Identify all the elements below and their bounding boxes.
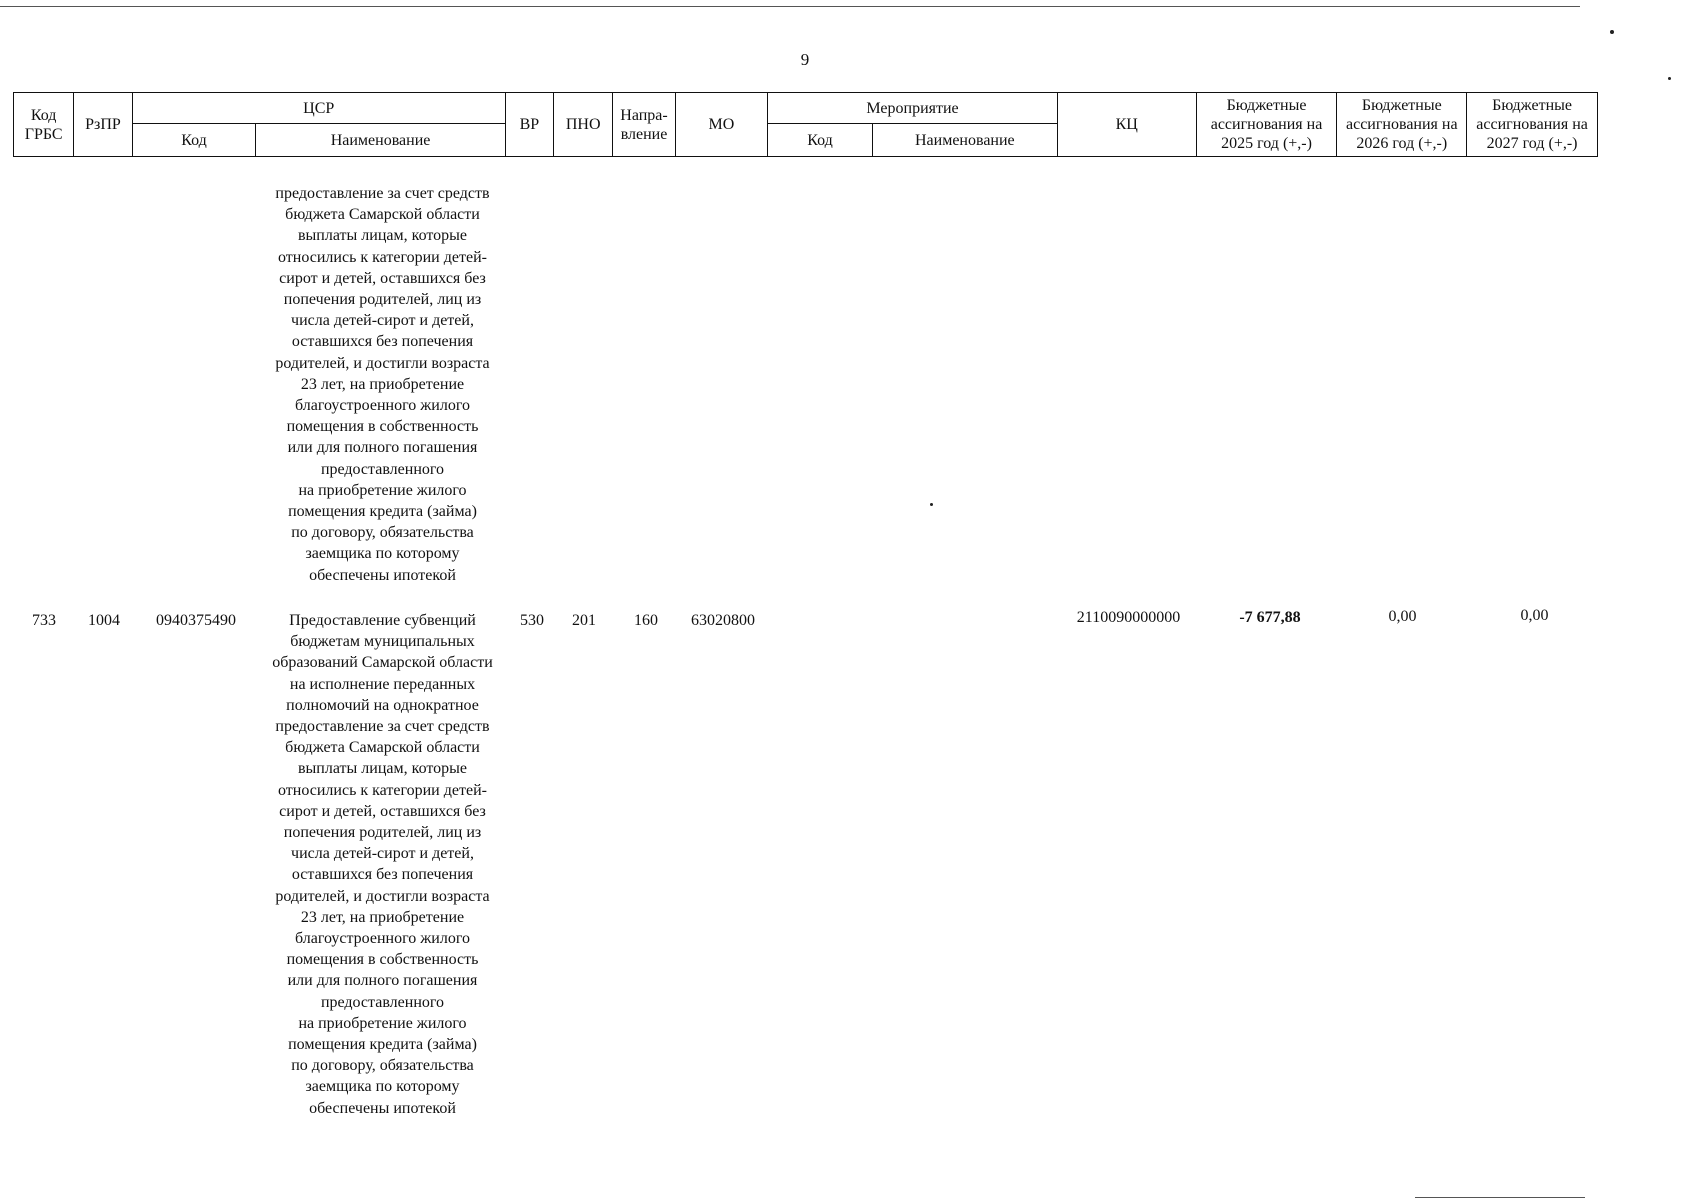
budget-table-header	[13, 92, 1598, 157]
row-direction: 160	[634, 612, 658, 629]
bottom-rule	[1415, 1197, 1585, 1198]
name-line: относились к категории детей-	[278, 248, 487, 266]
row-vr: 530	[520, 612, 544, 629]
header-budget-2026: Бюджетные ассигнования на 2026 год (+,-)	[1337, 93, 1467, 157]
name-line: оставшихся без попечения	[291, 866, 474, 884]
name-line: полномочий на однократное	[286, 696, 479, 714]
header-csr: ЦСР	[132, 93, 505, 124]
row-kc: 2110090000000	[1076, 609, 1181, 626]
header-event-code: Код	[768, 124, 873, 157]
page-number: 9	[800, 50, 810, 69]
name-line: попечения родителей, лиц из	[283, 824, 482, 842]
header-event-name: Наименование	[872, 124, 1057, 157]
name-line: по договору, обязательства	[291, 1057, 474, 1075]
name-line: заемщика по которому	[305, 545, 460, 563]
name-line: или для полного погашения	[287, 439, 478, 457]
name-line: родителей, и достигли возраста	[275, 887, 490, 905]
header-kc: КЦ	[1057, 93, 1196, 157]
name-line: по договору, обязательства	[291, 524, 474, 542]
name-line: обеспечены ипотекой	[309, 566, 456, 584]
row-rzpr: 1004	[88, 612, 120, 629]
name-line: относились к категории детей-	[278, 781, 487, 799]
header-grbs: Код ГРБС	[14, 93, 74, 157]
header-rzpr: РзПР	[74, 93, 132, 157]
name-line: бюджета Самарской области	[285, 739, 480, 757]
name-line: выплаты лицам, которые	[298, 760, 467, 778]
name-line: помещения в собственность	[286, 951, 479, 969]
row-budget-2025: -7 677,88	[1239, 609, 1301, 626]
name-line: попечения родителей, лиц из	[283, 291, 482, 309]
header-event: Мероприятие	[768, 93, 1058, 124]
continued-name-text	[255, 183, 510, 586]
name-line: сирот и детей, оставшихся без	[279, 802, 486, 820]
name-line: помещения кредита (займа)	[288, 503, 477, 521]
name-line: бюджета Самарской области	[285, 206, 480, 224]
name-line: благоустроенного жилого	[294, 397, 471, 415]
name-line: сирот и детей, оставшихся без	[279, 269, 486, 287]
row-csr-name	[255, 610, 510, 1119]
header-csr-name: Наименование	[256, 124, 505, 157]
name-line: на приобретение жилого	[298, 481, 467, 499]
scan-speck	[930, 503, 933, 506]
name-line: родителей, и достигли возраста	[275, 354, 490, 372]
header-mo: МО	[675, 93, 768, 157]
name-line: помещения в собственность	[286, 418, 479, 436]
scan-speck	[1610, 30, 1614, 34]
name-line: обеспечены ипотекой	[309, 1099, 456, 1117]
row-budget-2027: 0,00	[1520, 607, 1549, 624]
row-mo: 63020800	[691, 612, 755, 629]
scan-speck	[1668, 77, 1671, 80]
name-line: оставшихся без попечения	[291, 333, 474, 351]
top-rule	[0, 6, 1580, 7]
name-line: числа детей-сирот и детей,	[291, 312, 474, 330]
name-line: бюджетам муниципальных	[290, 633, 475, 651]
row-grbs: 733	[32, 612, 56, 629]
name-line: Предоставление субвенций	[289, 612, 476, 629]
name-line: помещения кредита (займа)	[288, 1036, 477, 1054]
header-budget-2025: Бюджетные ассигнования на 2025 год (+,-)	[1196, 93, 1337, 157]
name-line: на исполнение переданных	[289, 675, 476, 693]
name-line: предоставленного	[320, 993, 445, 1011]
name-line: 23 лет, на приобретение	[300, 375, 465, 393]
name-line: благоустроенного жилого	[294, 930, 471, 948]
name-line: на приобретение жилого	[298, 1014, 467, 1032]
name-line: числа детей-сирот и детей,	[291, 845, 474, 863]
header-csr-code: Код	[132, 124, 256, 157]
header-budget-2027: Бюджетные ассигнования на 2027 год (+,-)	[1467, 93, 1598, 157]
name-line: образований Самарской области	[272, 654, 493, 672]
name-line: предоставление за счет средств	[275, 718, 490, 736]
header-vr: ВР	[505, 93, 553, 157]
row-pno: 201	[572, 612, 596, 629]
name-line: выплаты лицам, которые	[298, 227, 467, 245]
name-line: предоставление за счет средств	[275, 185, 490, 202]
name-line: предоставленного	[320, 460, 445, 478]
row-csr-code: 0940375490	[156, 612, 236, 629]
header-direction: Напра-вление	[613, 93, 675, 157]
name-line: или для полного погашения	[287, 972, 478, 990]
name-line: заемщика по которому	[305, 1078, 460, 1096]
row-budget-2026: 0,00	[1388, 608, 1417, 625]
name-line: 23 лет, на приобретение	[300, 908, 465, 926]
header-pno: ПНО	[554, 93, 613, 157]
